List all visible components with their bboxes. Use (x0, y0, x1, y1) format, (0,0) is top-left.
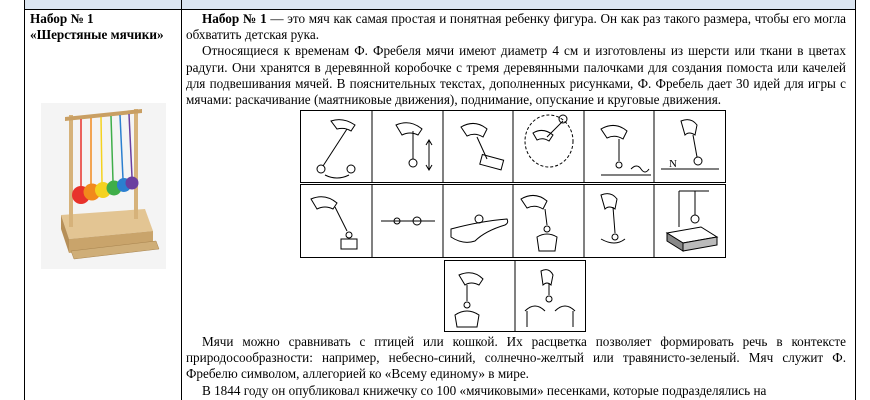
figure-row-2 (300, 184, 726, 258)
table-border-top (24, 9, 856, 10)
paragraph-1 (186, 11, 846, 43)
description (186, 11, 846, 108)
set-number: Набор № 1 (30, 11, 94, 26)
set-name: «Шерстяные мячики» (30, 27, 164, 42)
balls-stand-photo (41, 103, 166, 269)
paragraph-3: Мячи можно сравнивать с птицей или кошкой. Их расцветка позволяет формировать речь в контексте природосообразности: например, небесно-синий, солнечно-желтый или травянисто-зеленый. Мяч служит Ф. Фребелю символом, аллегорией ко «Всему единому» в мире. (186, 334, 846, 382)
paragraph-4: В 1844 году он опубликовал книжечку со 100 «мячиковыми» песенками, которые подразделялись на (202, 382, 767, 398)
table-border-left (24, 0, 25, 400)
paragraph-1-text: — это мяч как самая простая и понятная ребенку фигура. Он как раз такого размера, чтобы его могла обхватить детская рука. (186, 11, 847, 43)
table-border-middle (181, 0, 182, 400)
table-border-right (855, 0, 856, 400)
figure-row-3 (444, 260, 586, 332)
description-continued (186, 334, 846, 399)
set-label-bold: Набор № 1 (202, 11, 267, 26)
set-title (30, 11, 178, 43)
figure-row-1 (300, 110, 726, 183)
figure-letter: N (669, 158, 677, 170)
paragraph-2: Относящиеся к временам Ф. Фребеля мячи имеют диаметр 4 см и изготовлены из шерсти или ткани в цветах радуги. Они хранятся в деревянной коробочке с тремя деревянными палочками для создания помоста или качелей для подвешивания мячей. В пояснительных текстах, дополненных рисунками, Ф. Фребель дает 30 идей для игры с мячами: раскачивание (маятниковые движения), поднимание, опускание и круговые движения. (186, 43, 846, 108)
